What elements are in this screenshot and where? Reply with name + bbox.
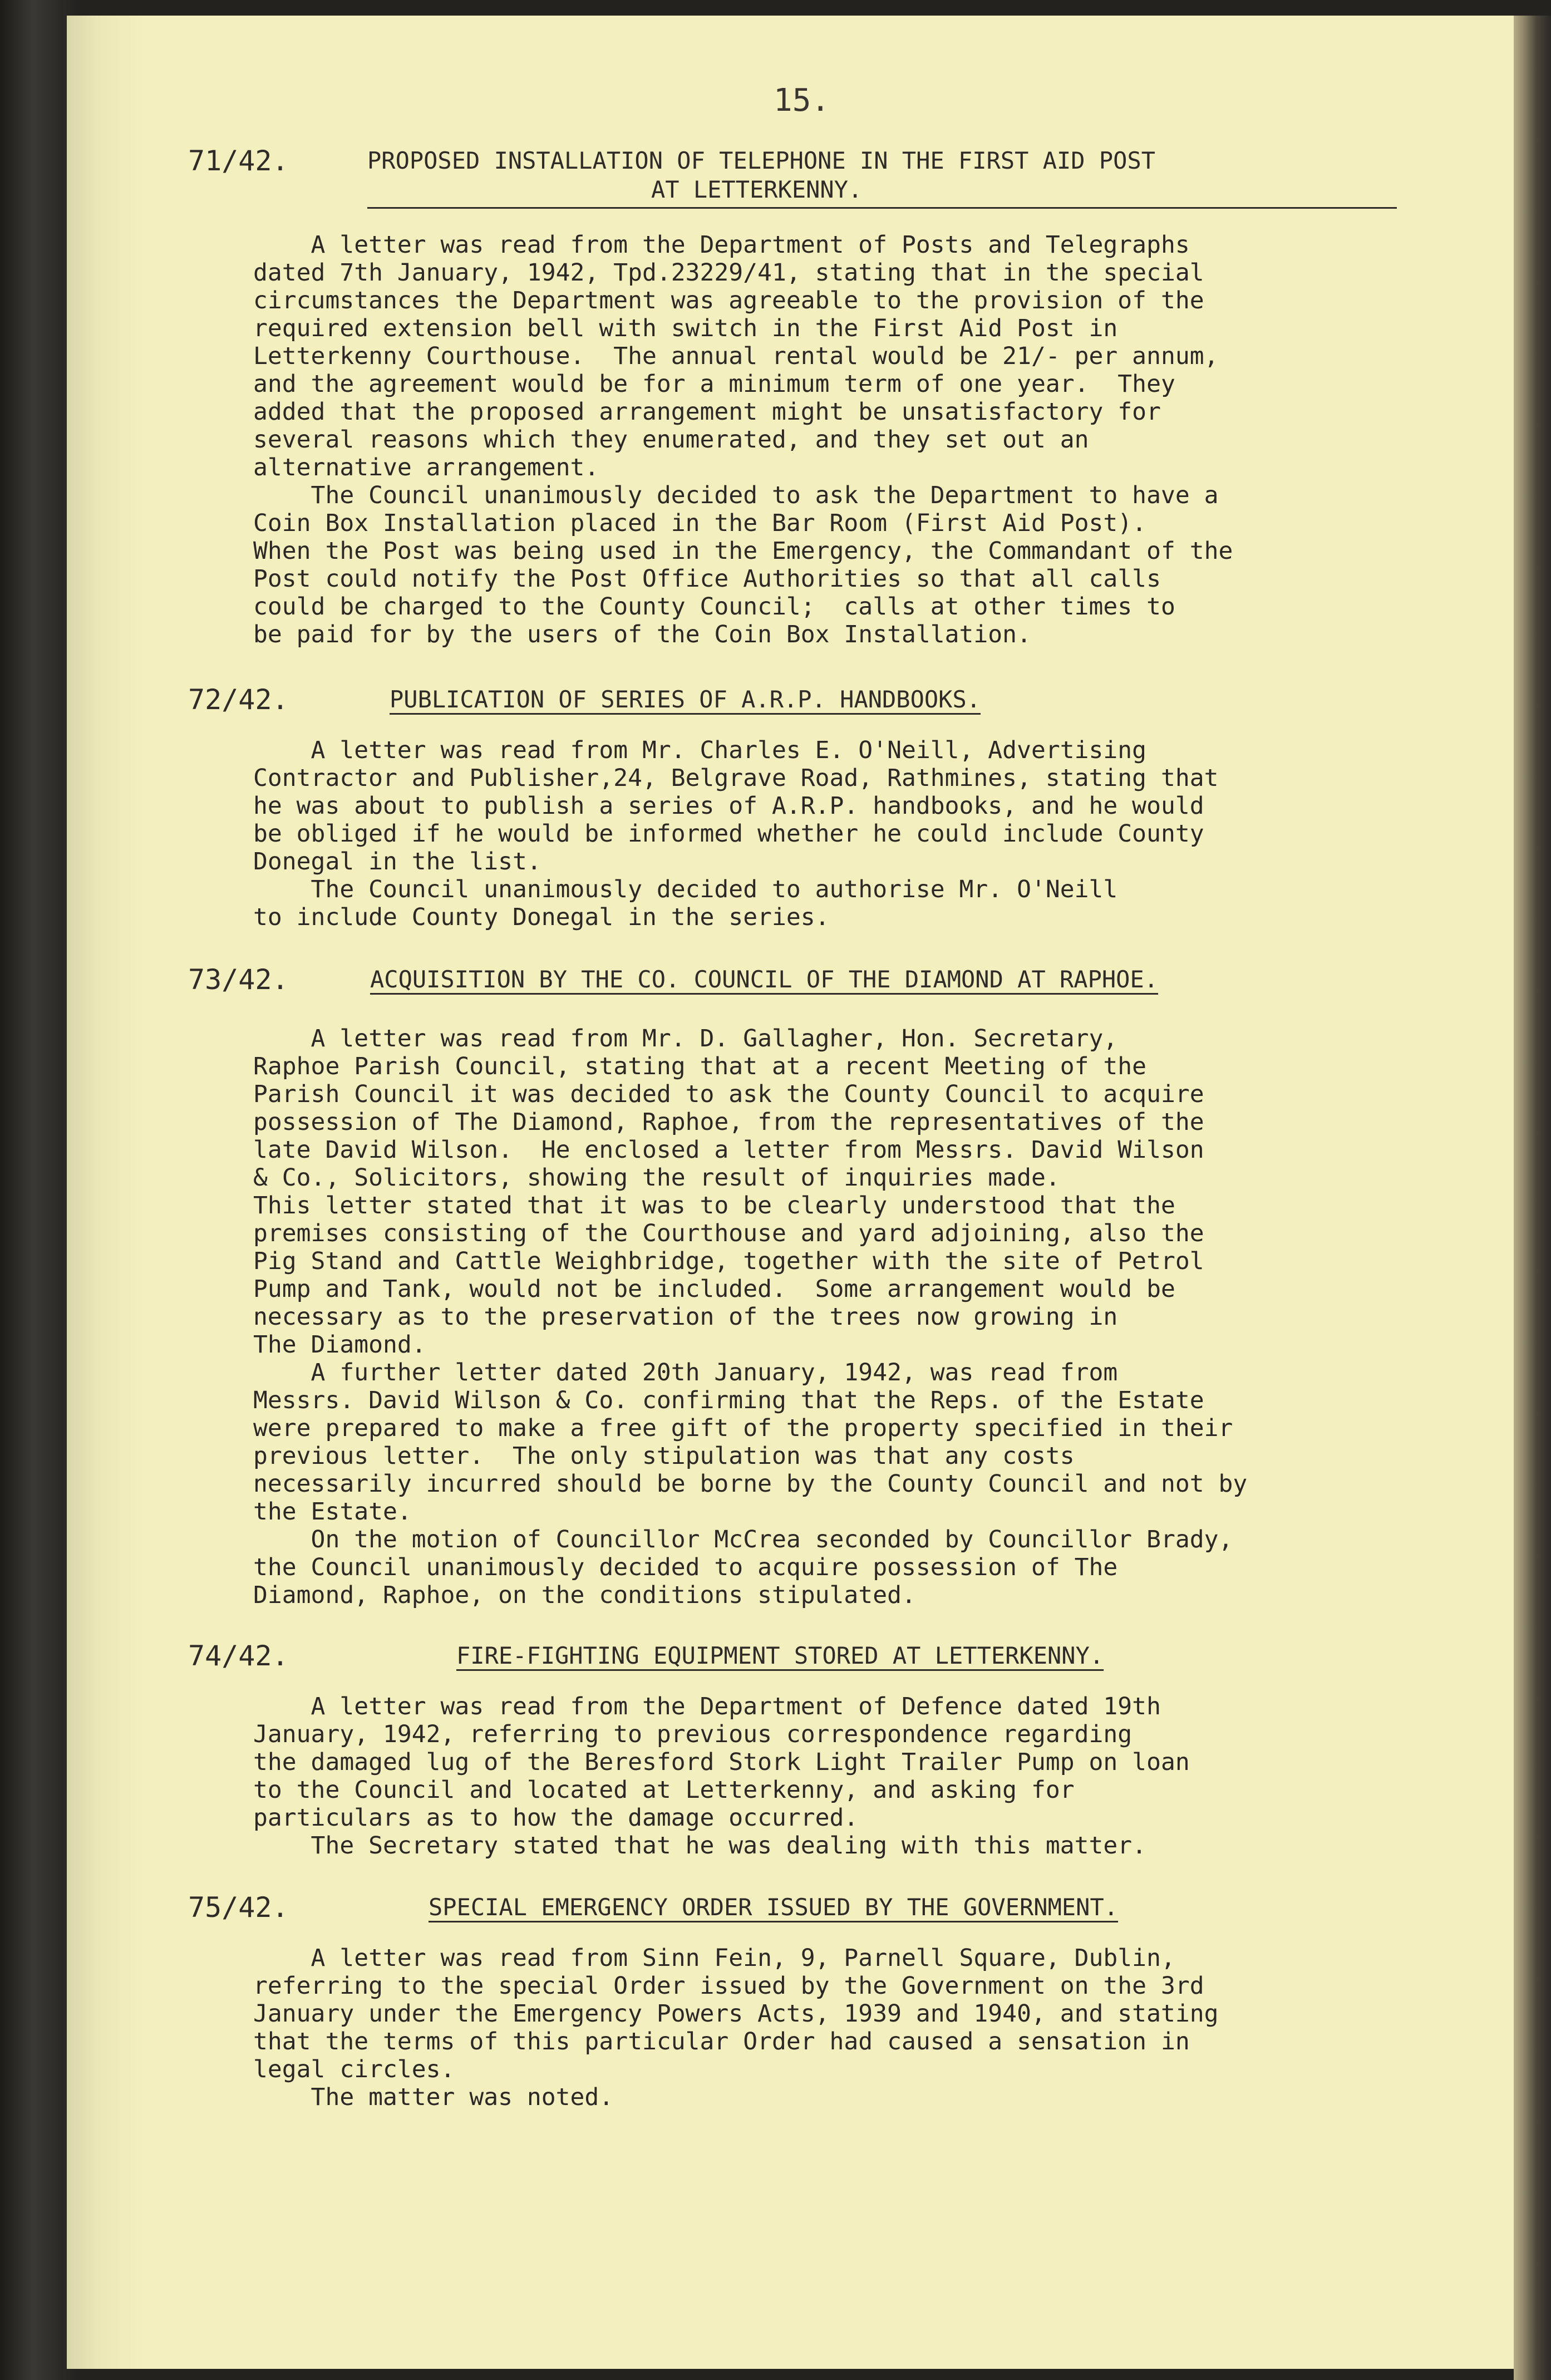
document-page: [67, 16, 1514, 2369]
minute-paragraph: The Council unanimously decided to authorise Mr. O'Neill to include County Donegal in the series.: [253, 876, 1118, 931]
minute-number: 71/42.: [188, 145, 289, 177]
minute-paragraph: A letter was read from Mr. D. Gallagher, Hon. Secretary, Raphoe Parish Council, stating that at a recent Meeting of the Parish Council it was decided to ask the County Council to acquire possession of The Diamond, Raphoe, from the representatives of the late David Wilson. He enclosed a letter from Messrs. David Wilson & Co., Solicitors, showing the result of inquiries made. This letter stated that it was to be clearly understood that the premises consisting of the Courthouse and yard adjoining, also the Pig Stand and Cattle Weighbridge, together with the site of Petrol Pump and Tank, would not be included. Some arrangement would be necessary as to the preservation of the trees now growing in The Diamond.: [253, 1025, 1204, 1359]
minute-heading: FIRE-FIGHTING EQUIPMENT STORED AT LETTERKENNY.: [456, 1642, 1104, 1669]
minute-heading: SPECIAL EMERGENCY ORDER ISSUED BY THE GOVERNMENT.: [429, 1894, 1119, 1921]
binding-edge: [1514, 16, 1551, 2380]
minute-paragraph: The Secretary stated that he was dealing with this matter.: [253, 1832, 1147, 1860]
minute-number: 75/42.: [188, 1891, 289, 1924]
minute-paragraph: A letter was read from Sinn Fein, 9, Parnell Square, Dublin, referring to the special Order issued by the Government on the 3rd January under the Emergency Powers Acts, 1939 and 1940, and stating that the terms of this particular Order had caused a sensation in legal circles.: [253, 1944, 1219, 2083]
minute-heading: PROPOSED INSTALLATION OF TELEPHONE IN THE FIRST AID POST: [367, 147, 1156, 174]
minute-paragraph: A further letter dated 20th January, 1942, was read from Messrs. David Wilson & Co. confirming that the Reps. of the Estate were prepared to make a free gift of the property specified in their previous letter. The only stipulation was that any costs necessarily incurred should be borne by the County Council and not by the Estate.: [253, 1359, 1248, 1526]
minute-heading: PUBLICATION OF SERIES OF A.R.P. HANDBOOKS.: [390, 686, 981, 713]
minute-paragraph: A letter was read from Mr. Charles E. O'Neill, Advertising Contractor and Publisher,24, Belgrave Road, Rathmines, stating that he was about to publish a series of A.R.P. handbooks, and he would be obliged if he would be informed whether he could include County Donegal in the list.: [253, 736, 1219, 876]
minute-paragraph: On the motion of Councillor McCrea seconded by Councillor Brady, the Council unanimously decided to acquire possession of The Diamond, Raphoe, on the conditions stipulated.: [253, 1526, 1233, 1609]
minute-number: 72/42.: [188, 683, 289, 716]
minute-heading: ACQUISITION BY THE CO. COUNCIL OF THE DIAMOND AT RAPHOE.: [370, 966, 1159, 993]
minute-paragraph: The Council unanimously decided to ask the Department to have a Coin Box Installation placed in the Bar Room (First Aid Post). When the Post was being used in the Emergency, the Commandant of the Post could notify the Post Office Authorities so that all calls could be charged to the County Council; calls at other times to be paid for by the users of the Coin Box Installation.: [253, 481, 1233, 648]
minute-heading-continued: AT LETTERKENNY.: [651, 176, 863, 203]
minute-paragraph: The matter was noted.: [253, 2083, 614, 2111]
minute-number: 74/42.: [188, 1640, 289, 1672]
minute-number: 73/42.: [188, 963, 289, 996]
minute-paragraph: A letter was read from the Department of Defence dated 19th January, 1942, referring to previous correspondence regarding the damaged lug of the Beresford Stork Light Trailer Pump on loan to the Council and located at Letterkenny, and asking for particulars as to how the damage occurred.: [253, 1693, 1190, 1832]
minute-paragraph: A letter was read from the Department of Posts and Telegraphs dated 7th January, 1942, Tpd.23229/41, stating that in the special circumstances the Department was agreeable to the provision of the required extension bell with switch in the First Aid Post in Letterkenny Courthouse. The annual rental would be 21/- per annum, and the agreement would be for a minimum term of one year. They added that the proposed arrangement might be unsatisfactory for several reasons which they enumerated, and they set out an alternative arrangement.: [253, 231, 1219, 481]
heading-underline: [367, 207, 1397, 209]
page-number: 15.: [774, 82, 830, 119]
